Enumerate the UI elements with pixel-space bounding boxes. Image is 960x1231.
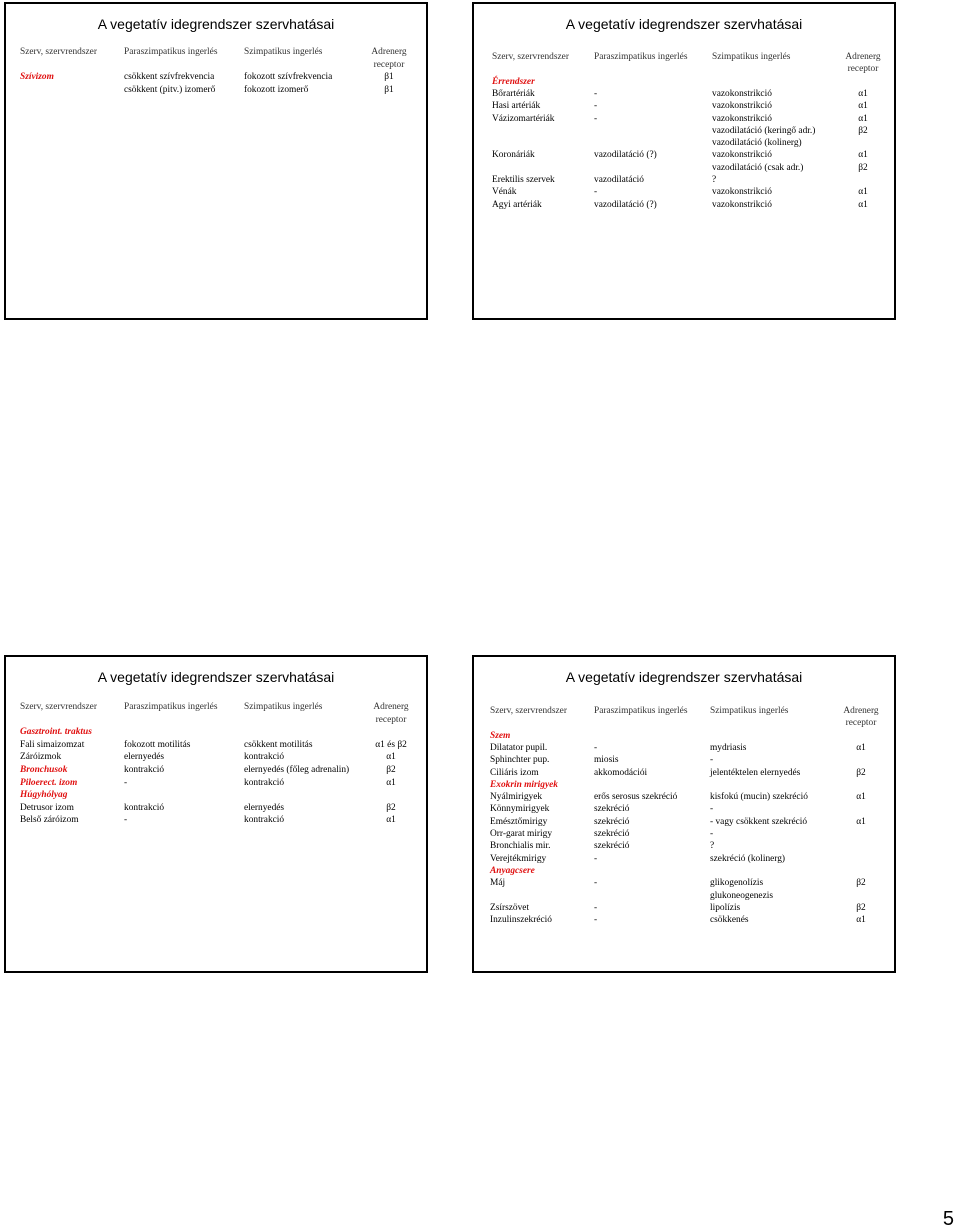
table-row <box>474 186 894 199</box>
table-cell: Erektilis szervek <box>492 175 555 185</box>
table-cell: Könnymirigyek <box>490 804 550 815</box>
table-cell: mydriasis <box>710 742 747 753</box>
table-cell: Szimpatikus ingerlés <box>710 706 789 716</box>
table-cell: vazodilatáció (?) <box>594 199 657 210</box>
table-header-row <box>474 63 894 76</box>
slide-title: A vegetatív idegrendszer szervhatásai <box>565 16 803 32</box>
table-section-row <box>474 76 894 89</box>
table-cell: szekréció <box>594 816 630 827</box>
table-cell: Anyagcsere <box>490 865 535 876</box>
table-cell: Bőrartériák <box>492 88 535 99</box>
table-cell: Vénák <box>492 187 517 198</box>
table-row <box>474 199 894 212</box>
table-row <box>474 113 894 126</box>
table-cell: kisfokú (mucin) szekréció <box>710 792 808 803</box>
table-cell: α1 <box>386 777 396 788</box>
table-cell: Szem <box>490 730 511 741</box>
table-cell: akkomodációi <box>594 767 648 778</box>
table-cell: Adrenerg <box>845 52 881 62</box>
table-row <box>474 88 894 101</box>
slide-vascular <box>472 2 896 320</box>
table-cell: jelentéktelen elernyedés <box>710 767 801 778</box>
table-cell: Sphinchter pup. <box>490 755 550 766</box>
table-row <box>474 902 894 915</box>
table-row <box>474 137 894 150</box>
table-cell: fokozott motilitás <box>124 739 191 750</box>
table-row <box>474 149 894 162</box>
table-section-row <box>474 779 894 792</box>
table-cell: α1 <box>856 816 866 827</box>
table-section-row <box>474 730 894 743</box>
table-cell: Detrusor izom <box>20 802 74 813</box>
table-cell: Verejtékmirigy <box>490 853 547 864</box>
table-header-row <box>6 46 426 59</box>
table-cell: Orr-garat mirigy <box>490 829 553 839</box>
slide-title: A vegetatív idegrendszer szervhatásai <box>97 16 335 32</box>
table-header-row <box>6 714 426 727</box>
table-cell: szekréció <box>594 841 630 852</box>
table-cell: - <box>710 804 714 815</box>
table-cell: fokozott szívfrekvencia <box>244 72 333 82</box>
table-cell: α1 <box>858 88 868 99</box>
table-cell: elernyedés (főleg adrenalin) <box>244 765 350 775</box>
table-cell: Exokrin mirigyek <box>490 779 558 790</box>
table-cell: α1 <box>858 150 868 161</box>
table-cell: Szerv, szervrendszer <box>490 706 567 716</box>
table-cell: Zsírszövet <box>490 902 530 913</box>
table-cell: elernyedés <box>244 802 285 813</box>
table-cell: Paraszimpatikus ingerlés <box>594 52 688 62</box>
table-cell: Máj <box>490 878 506 889</box>
table-cell: vazokonstrikció <box>712 199 772 210</box>
table-cell: csökkenés <box>710 915 749 926</box>
table-row <box>474 162 894 175</box>
slide-heart <box>4 2 428 320</box>
table-row <box>474 914 894 927</box>
table-section-row <box>6 726 426 739</box>
table-cell: Szerv, szervrendszer <box>492 52 569 62</box>
table-row <box>474 853 894 866</box>
table-cell: vazokonstrikció <box>712 113 772 124</box>
table-row <box>474 754 894 767</box>
table-cell: - vagy csökkent szekréció <box>710 816 808 827</box>
table-cell: β2 <box>858 125 868 136</box>
table-cell: receptor <box>375 714 407 725</box>
table-cell: szekréció <box>594 829 630 839</box>
table-cell: receptor <box>373 59 405 70</box>
table-row <box>474 767 894 780</box>
table-cell: - <box>710 755 714 766</box>
table-row <box>6 802 426 815</box>
table-cell: - <box>594 915 598 926</box>
table-cell: Szimpatikus ingerlés <box>244 702 323 712</box>
table-cell: vazodilatáció <box>594 175 644 185</box>
table-cell: kontrakció <box>244 815 285 826</box>
table-cell: vazodilatáció (keringő adr.) <box>712 125 816 136</box>
table-cell: csökkent (pitv.) izomerő <box>124 84 216 95</box>
table-cell: kontrakció <box>244 777 285 788</box>
table-section-row <box>474 865 894 878</box>
slide-gastro <box>4 655 428 973</box>
page-number: 5 <box>942 1208 954 1230</box>
table-cell: β2 <box>856 878 866 889</box>
table-cell: vazodilatáció (csak adr.) <box>712 162 804 173</box>
table-row <box>474 742 894 755</box>
table-cell: fokozott izomerő <box>244 84 309 95</box>
table-row <box>6 71 426 84</box>
table-cell: Záróizmok <box>20 752 62 763</box>
table-header-row <box>6 701 426 714</box>
table-row <box>474 828 894 841</box>
table-cell: kontrakció <box>124 802 165 813</box>
table-cell: Adrenerg <box>843 706 879 716</box>
table-cell: szekréció <box>594 804 630 815</box>
table-cell: receptor <box>845 718 877 729</box>
table-cell: kontrakció <box>124 765 165 775</box>
table-cell: Szimpatikus ingerlés <box>712 52 791 62</box>
table-header-row <box>474 705 894 718</box>
table-row <box>6 777 426 790</box>
table-cell: Vázizomartériák <box>492 113 555 124</box>
table-cell: Koronáriák <box>492 150 535 161</box>
table-cell: vazokonstrikció <box>712 88 772 99</box>
table-cell: - <box>594 853 598 864</box>
table-cell: - <box>594 742 598 753</box>
table-row <box>6 751 426 764</box>
table-cell: Adrenerg <box>373 702 409 712</box>
table-cell: β1 <box>384 72 394 82</box>
table-cell: β1 <box>384 84 394 95</box>
table-cell: Gasztroint. traktus <box>20 727 92 738</box>
table-row <box>474 877 894 890</box>
table-cell: Bronchialis mir. <box>490 841 551 852</box>
table-cell: kontrakció <box>244 752 285 763</box>
table-cell: glikogenolízis <box>710 878 764 889</box>
table-cell: csökkent szívfrekvencia <box>124 72 215 82</box>
section-label: Piloerect. izom <box>20 777 78 788</box>
table-cell: Adrenerg <box>371 47 407 57</box>
table-cell: Szimpatikus ingerlés <box>244 47 323 57</box>
table-row <box>474 816 894 829</box>
table-cell: glukoneogenezis <box>710 890 774 901</box>
table-cell: α1 és β2 <box>375 739 407 750</box>
table-row <box>474 125 894 138</box>
table-cell: - <box>124 815 128 826</box>
table-cell: ? <box>710 841 715 852</box>
table-cell: Szerv, szervrendszer <box>20 47 97 57</box>
table-cell: β2 <box>858 162 868 173</box>
table-cell: miosis <box>594 755 619 766</box>
table-cell: Belső záróizom <box>20 815 79 826</box>
table-cell: α1 <box>858 199 868 210</box>
table-cell: Emésztőmirigy <box>490 816 548 827</box>
table-cell: - <box>710 829 714 839</box>
table-cell: Ciliáris izom <box>490 767 539 778</box>
table-cell: Dilatator pupil. <box>490 742 548 753</box>
table-cell: Érrendszer <box>492 76 535 87</box>
table-cell: - <box>594 113 598 124</box>
slide-eye-glands-metabolism <box>472 655 896 973</box>
table-cell: lipolízis <box>710 902 741 913</box>
table-row <box>6 84 426 97</box>
table-cell: α1 <box>856 742 866 753</box>
table-header-row <box>6 59 426 72</box>
table-cell: vazokonstrikció <box>712 101 772 112</box>
table-cell: Paraszimpatikus ingerlés <box>124 47 218 57</box>
table-cell: Szerv, szervrendszer <box>20 702 97 712</box>
table-row <box>6 739 426 752</box>
table-cell: Nyálmirigyek <box>490 792 543 803</box>
table-cell: α1 <box>386 752 396 763</box>
table-cell: β2 <box>386 765 396 775</box>
table-cell: α1 <box>858 187 868 198</box>
table-cell: Inzulinszekréció <box>490 915 552 926</box>
table-cell: vazokonstrikció <box>712 187 772 198</box>
table-cell: Paraszimpatikus ingerlés <box>124 702 218 712</box>
table-cell: α1 <box>856 792 866 803</box>
table-cell: - <box>594 88 598 99</box>
table-cell: α1 <box>856 915 866 926</box>
table-cell: - <box>594 902 598 913</box>
section-label: Bronchusok <box>20 765 68 775</box>
table-row <box>474 840 894 853</box>
section-label: Szívizom <box>20 72 54 82</box>
table-cell: α1 <box>858 113 868 124</box>
table-row <box>6 814 426 827</box>
table-row <box>474 890 894 903</box>
table-cell: vazokonstrikció <box>712 150 772 161</box>
table-cell: - <box>594 101 598 112</box>
table-cell: - <box>594 187 598 198</box>
table-cell: erős serosus szekréció <box>594 792 678 803</box>
slide-title: A vegetatív idegrendszer szervhatásai <box>565 669 803 685</box>
table-cell: β2 <box>386 802 396 813</box>
table-cell: receptor <box>847 64 879 75</box>
table-cell: Húgyhólyag <box>20 790 68 801</box>
slide-title: A vegetatív idegrendszer szervhatásai <box>97 669 335 685</box>
table-cell: Agyi artériák <box>492 199 542 210</box>
table-cell: α1 <box>858 101 868 112</box>
table-cell: - <box>594 878 598 889</box>
table-cell: csökkent motilitás <box>244 739 313 750</box>
table-cell: Paraszimpatikus ingerlés <box>594 706 688 716</box>
table-row <box>6 764 426 777</box>
table-cell: vazodilatáció (?) <box>594 150 657 161</box>
table-header-row <box>474 717 894 730</box>
table-cell: Fali simaizomzat <box>20 739 85 750</box>
table-header-row <box>474 51 894 64</box>
table-cell: β2 <box>856 767 866 778</box>
table-section-row <box>6 789 426 802</box>
table-cell: Hasi artériák <box>492 101 541 112</box>
table-cell: vazodilatáció (kolinerg) <box>712 138 802 149</box>
table-cell: α1 <box>386 815 396 826</box>
table-row <box>474 100 894 113</box>
table-row <box>474 791 894 804</box>
table-cell: β2 <box>856 902 866 913</box>
table-cell: elernyedés <box>124 752 165 763</box>
table-cell: ? <box>712 175 717 185</box>
table-cell: szekréció (kolinerg) <box>710 853 786 864</box>
table-row <box>474 174 894 187</box>
table-cell: - <box>124 777 128 788</box>
table-row <box>474 803 894 816</box>
